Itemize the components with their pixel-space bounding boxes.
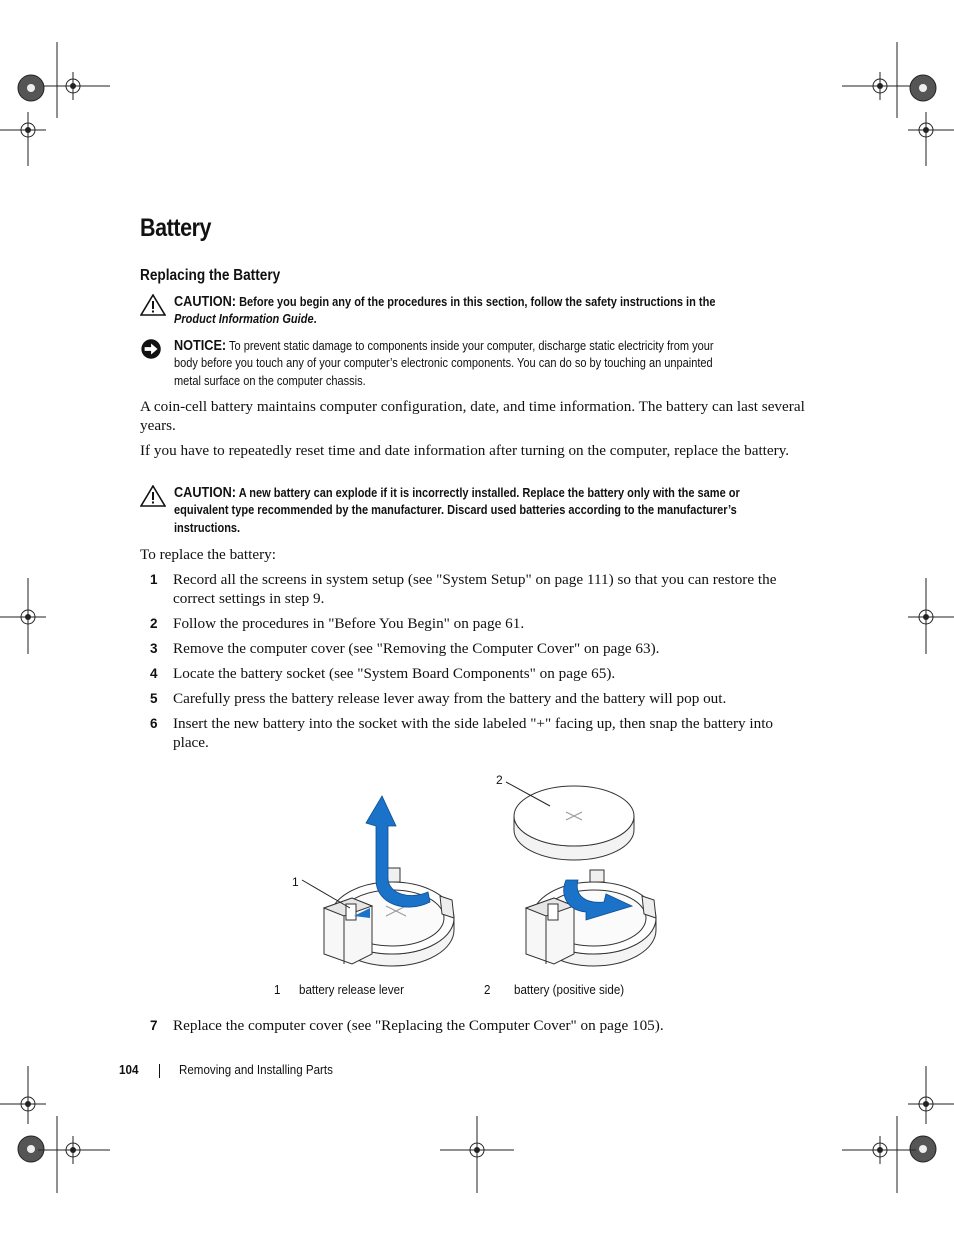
caution-text: Before you begin any of the procedures in this section, follow the safety instructions in the <box>239 295 716 309</box>
caution-label: CAUTION: <box>174 485 237 501</box>
step-number: 7 <box>150 1018 158 1033</box>
caution-italic: Product Information Guide <box>174 312 314 327</box>
step-text: Replace the computer cover (see "Replacing the Computer Cover" on page 105). <box>173 1017 664 1034</box>
section-heading: Replacing the Battery <box>140 267 281 284</box>
caution-end: . <box>313 312 317 327</box>
caution-label: CAUTION: <box>174 294 237 310</box>
page-number: 104 <box>119 1062 139 1077</box>
footer-divider <box>159 1064 160 1078</box>
warning-triangle-icon <box>140 485 166 507</box>
step-number: 1 <box>150 572 158 587</box>
notice-label: NOTICE: <box>174 338 227 354</box>
legend-label: battery (positive side) <box>514 983 625 997</box>
caution-line1: A new battery can explode if it is incorrectly installed. Replace the battery only with the same or <box>238 486 740 500</box>
notice-line2: body before you touch any of your computer’s electronic components. You can do so by touching an unpainted <box>174 356 713 371</box>
legend-number: 2 <box>484 983 491 997</box>
step-text: Carefully press the battery release lever away from the battery and the battery will pop out. <box>173 690 727 707</box>
step-number: 2 <box>150 616 158 631</box>
legend-label: battery release lever <box>299 983 404 997</box>
notice-arrow-icon <box>140 338 164 360</box>
legend-number: 1 <box>274 983 281 997</box>
step-number: 4 <box>150 666 158 681</box>
caution-line3: instructions. <box>174 520 241 535</box>
body-paragraph: If you have to repeatedly reset time and date information after turning on the computer, replace the battery. <box>140 442 790 459</box>
notice-line3: metal surface on the computer chassis. <box>174 373 366 388</box>
step-number: 3 <box>150 641 158 656</box>
coin-cell-battery <box>514 786 634 860</box>
notice-line1: To prevent static damage to components inside your computer, discharge static electricity from your <box>229 339 714 353</box>
battery-release-lever <box>324 898 372 964</box>
callout-1: 1 <box>292 875 299 889</box>
step-text: Remove the computer cover (see "Removing the Computer Cover" on page 63). <box>173 640 660 657</box>
step-text: Locate the battery socket (see "System Board Components" on page 65). <box>173 665 616 682</box>
step-text: Follow the procedures in "Before You Begin" on page 61. <box>173 615 525 632</box>
callout-2: 2 <box>496 773 503 787</box>
caution-line2: equivalent type recommended by the manufacturer. Discard used batteries according to the manufacturer’s <box>174 503 737 518</box>
step-text: Record all the screens in system setup (see "System Setup" on page 111) so that you can restore the correct settings in step 9. <box>173 571 777 607</box>
warning-triangle-icon <box>140 294 166 316</box>
step-number: 5 <box>150 691 158 706</box>
page-title: Battery <box>140 214 212 242</box>
footer-section-title: Removing and Installing Parts <box>179 1063 333 1077</box>
battery-figure <box>260 768 700 968</box>
body-paragraph: A coin-cell battery maintains computer configuration, date, and time information. The battery can last several years. <box>140 398 805 434</box>
intro-text: To replace the battery: <box>140 546 276 563</box>
step-text: Insert the new battery into the socket with the side labeled "+" facing up, then snap the battery into place. <box>173 715 774 751</box>
step-number: 6 <box>150 716 158 731</box>
